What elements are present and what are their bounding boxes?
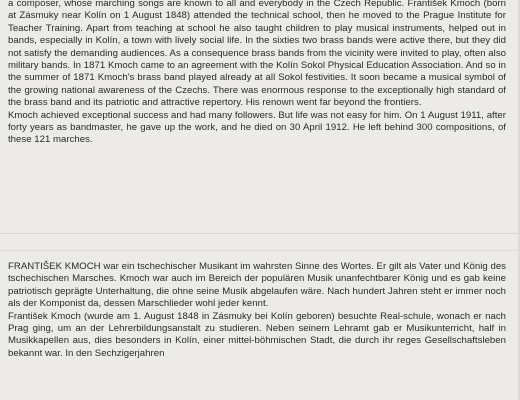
- german-text-block: [8, 261, 506, 360]
- english-paragraph-1: a composer, whose marching songs are known to all and everybody in the Czech Republic. František Kmoch (born at Zásmuky near Kolín on 1 August 1848) attended the technical school, then he moved to the Prague Institute for Teacher Training. Apart from teaching at school he also taught children to play musical instruments, helped out in bands, especially in Kolín, a town with lively social life. In the sixties two brass bands were active there, but they did not satisfy the demanding audiences. As a consequence brass bands from the vicinity were invited to play, often also military bands. In 1871 Kmoch came to an agreement with the Kolín Sokol Physical Education Association. And so in the summer of 1871 Kmoch's brass band played already at all Sokol festivities. It soon became a musical symbol of the growing national awareness of the Czechs. There was enormous response to the exceptionally high standard of the brass band and its patriotic and attractive repertory. His renown went far beyond the frontiers.: [8, 0, 506, 109]
- page-fold-line-secondary: [0, 250, 520, 251]
- page-fold-line: [0, 233, 520, 234]
- german-paragraph-2: František Kmoch (wurde am 1. August 1848 in Zásmuky bei Kolín geboren) besuchte Real-schule, wonach er nach Prag ging, um an der Lehrerbildungsanstalt zu studieren. Neben seinem Lehramt gab er Musikunterricht, half in Musikkapellen aus, dies besonders in Kolín, einer mittel-böhmischen Stadt, die durch ihr reges Gesellschaftsleben bekannt war. In den Sechzigerjahren: [8, 310, 506, 359]
- german-paragraph-1: FRANTIŠEK KMOCH war ein tschechischer Musikant im wahrsten Sinne des Wortes. Er gilt als Vater und König des tschechischen Marsches. Kmoch war auch im Bereich der populären Musik unanfechtbarer König und es gab keine patriotisch geprägte Unterhaltung, die ohne seine Musik abgelaufen wäre. Nach hundert Jahren steht er immer noch als der Komponist da, dessen Marschlieder wohl jeder kennt.: [8, 261, 506, 310]
- english-text-block: [8, 0, 506, 147]
- english-paragraph-2: Kmoch achieved exceptional success and had many followers. But life was not easy for him. On 1 August 1911, after forty years as bandmaster, he gave up the work, and he died on 30 April 1912. He left behind 300 compositions, of these 121 marches.: [8, 109, 506, 146]
